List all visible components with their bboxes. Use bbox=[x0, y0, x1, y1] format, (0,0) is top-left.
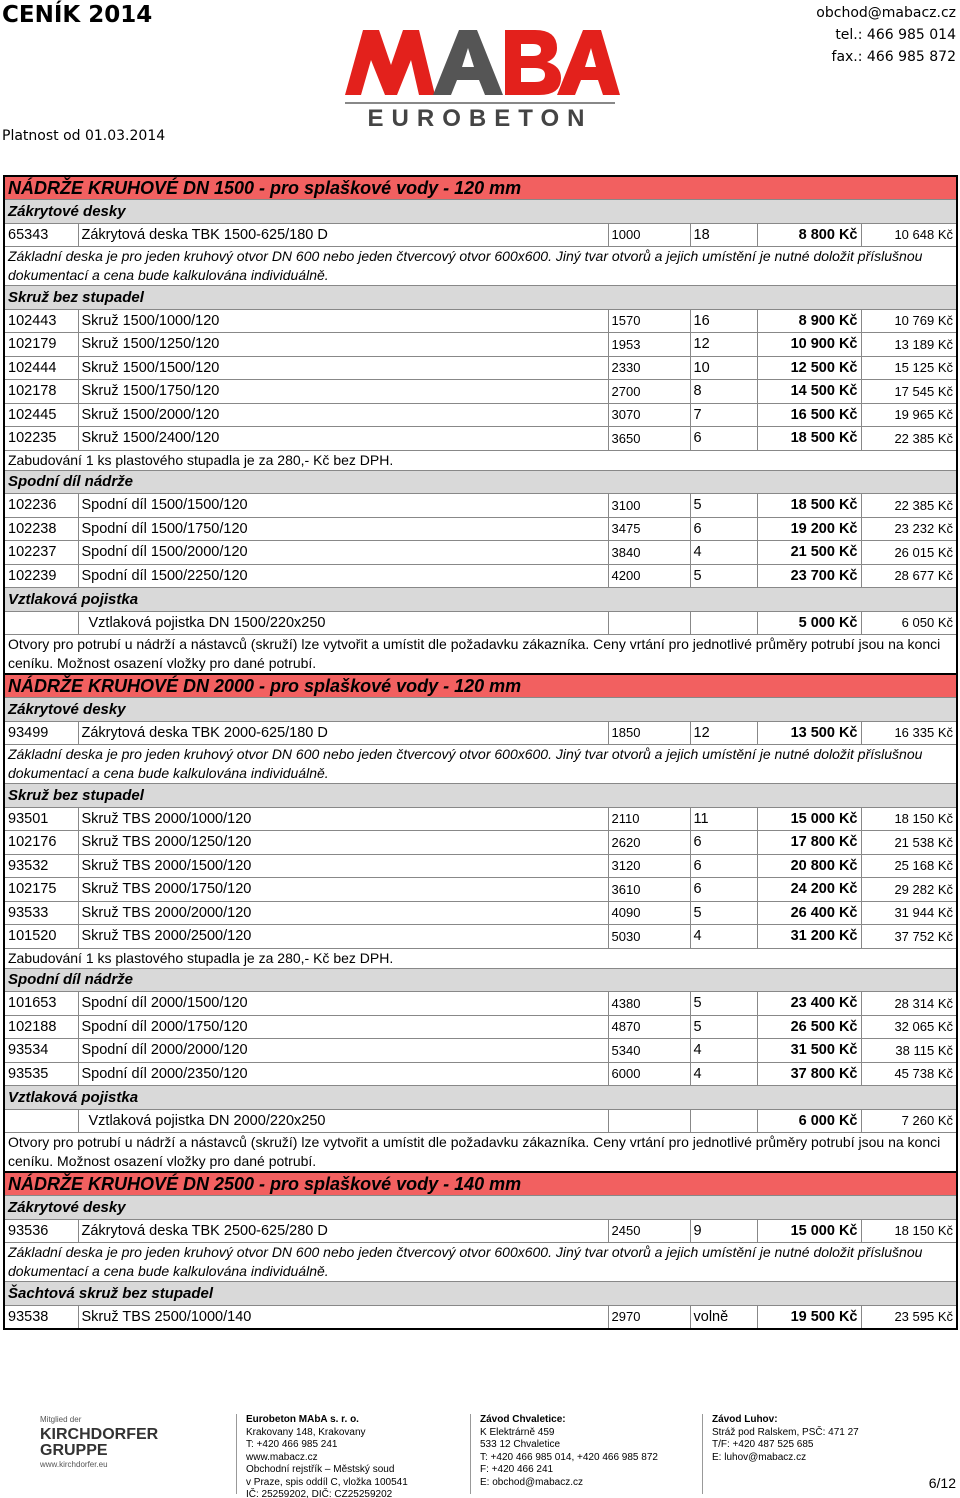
plant1-line: T: +420 466 985 014, +420 466 985 872 bbox=[480, 1451, 658, 1463]
product-qty: 5 bbox=[690, 1015, 757, 1039]
product-code: 93535 bbox=[4, 1062, 78, 1086]
table-row bbox=[4, 494, 957, 518]
group-header bbox=[4, 1282, 957, 1306]
product-code: 102175 bbox=[4, 878, 78, 902]
footer-divider bbox=[236, 1414, 237, 1494]
product-qty: 7 bbox=[690, 403, 757, 427]
product-mass: 3070 bbox=[608, 403, 690, 427]
member-label: Mitglied der bbox=[40, 1415, 82, 1424]
product-mass: 6000 bbox=[608, 1062, 690, 1086]
section-header bbox=[4, 176, 957, 200]
note-text: Otvory pro potrubí u nádrží a nástavců (skruží) lze vytvořit a umístit dle požadavku zákazníka. Ceny vrtání pro jednotlivé průměry potrubí jsou na konci ceníku. Možnost osazení vložky pro dané potrubí. bbox=[4, 1133, 957, 1173]
product-name: Skruž TBS 2000/1250/120 bbox=[78, 831, 608, 855]
group-title: Zákrytové desky bbox=[4, 200, 957, 224]
group-header bbox=[4, 968, 957, 992]
product-qty: 5 bbox=[690, 992, 757, 1016]
price-gross: 29 282 Kč bbox=[861, 878, 957, 902]
company-line: IČ: 25259202, DIČ: CZ25259202 bbox=[246, 1489, 393, 1498]
price-net: 21 500 Kč bbox=[757, 541, 861, 565]
price-net: 12 500 Kč bbox=[757, 356, 861, 380]
product-qty: 11 bbox=[690, 807, 757, 831]
product-name: Zákrytová deska TBK 2000-625/180 D bbox=[78, 721, 608, 745]
product-qty: 18 bbox=[690, 223, 757, 247]
group-header bbox=[4, 784, 957, 808]
note-text: Základní deska je pro jeden kruhový otvor DN 600 nebo jeden čtvercový otvor 600x600. Jiný tvar otvorů a jejich umístění je nutné doložit příslušnou dokumentací a cena bude kalkulována individuálně. bbox=[4, 1243, 957, 1282]
product-name: Skruž TBS 2000/1000/120 bbox=[78, 807, 608, 831]
product-name: Spodní díl 1500/1750/120 bbox=[78, 517, 608, 541]
group-note bbox=[4, 1133, 957, 1173]
table-row bbox=[4, 854, 957, 878]
table-row bbox=[4, 831, 957, 855]
price-gross: 7 260 Kč bbox=[861, 1109, 957, 1133]
note-text: Zabudování 1 ks plastového stupadla je za 280,- Kč bez DPH. bbox=[4, 948, 957, 968]
price-gross: 13 189 Kč bbox=[861, 333, 957, 357]
product-qty: 5 bbox=[690, 494, 757, 518]
price-gross: 10 769 Kč bbox=[861, 309, 957, 333]
product-mass: 4090 bbox=[608, 901, 690, 925]
price-net: 20 800 Kč bbox=[757, 854, 861, 878]
group-title: Vztlaková pojistka bbox=[4, 588, 957, 612]
company-line: v Praze, spis oddíl C, vložka 100541 bbox=[246, 1476, 408, 1488]
product-code: 93499 bbox=[4, 721, 78, 745]
product-name: Spodní díl 2000/2350/120 bbox=[78, 1062, 608, 1086]
company-line: Obchodní rejstřík – Městský soud bbox=[246, 1464, 395, 1475]
price-net: 8 900 Kč bbox=[757, 309, 861, 333]
product-mass: 2450 bbox=[608, 1219, 690, 1243]
group-note bbox=[4, 247, 957, 286]
product-code: 93532 bbox=[4, 854, 78, 878]
document-title: CENÍK 2014 bbox=[2, 2, 153, 28]
price-net: 18 500 Kč bbox=[757, 427, 861, 451]
page-footer bbox=[0, 1410, 960, 1498]
price-net: 15 000 Kč bbox=[757, 1219, 861, 1243]
price-net: 19 200 Kč bbox=[757, 517, 861, 541]
group-note bbox=[4, 1243, 957, 1282]
table-row bbox=[4, 380, 957, 404]
member-web[interactable]: www.kirchdorfer.eu bbox=[40, 1459, 108, 1469]
product-mass: 1850 bbox=[608, 721, 690, 745]
product-code: 102444 bbox=[4, 356, 78, 380]
product-name: Vztlaková pojistka DN 2000/220x250 bbox=[78, 1109, 608, 1133]
product-mass: 2110 bbox=[608, 807, 690, 831]
table-row bbox=[4, 901, 957, 925]
price-net: 6 000 Kč bbox=[757, 1109, 861, 1133]
price-gross: 21 538 Kč bbox=[861, 831, 957, 855]
table-row bbox=[4, 925, 957, 949]
product-name: Spodní díl 2000/2000/120 bbox=[78, 1039, 608, 1063]
company-info bbox=[246, 1414, 408, 1498]
company-line: T: +420 466 985 241 bbox=[246, 1439, 338, 1450]
price-net: 10 900 Kč bbox=[757, 333, 861, 357]
price-net: 13 500 Kč bbox=[757, 721, 861, 745]
product-code: 101653 bbox=[4, 992, 78, 1016]
product-name: Zákrytová deska TBK 1500-625/180 D bbox=[78, 223, 608, 247]
group-header bbox=[4, 588, 957, 612]
product-code: 101520 bbox=[4, 925, 78, 949]
price-gross: 45 738 Kč bbox=[861, 1062, 957, 1086]
product-code: 102236 bbox=[4, 494, 78, 518]
product-mass: 3610 bbox=[608, 878, 690, 902]
table-row bbox=[4, 1305, 957, 1329]
price-gross: 23 232 Kč bbox=[861, 517, 957, 541]
product-qty: 10 bbox=[690, 356, 757, 380]
section-title: NÁDRŽE KRUHOVÉ DN 2500 - pro splaškové vody - 140 mm bbox=[4, 1172, 957, 1196]
product-name: Skruž 1500/2000/120 bbox=[78, 403, 608, 427]
table-row bbox=[4, 878, 957, 902]
product-code bbox=[4, 1109, 78, 1133]
product-name: Spodní díl 1500/2000/120 bbox=[78, 541, 608, 565]
table-row bbox=[4, 1219, 957, 1243]
price-gross: 38 115 Kč bbox=[861, 1039, 957, 1063]
section-header bbox=[4, 1172, 957, 1196]
product-name: Skruž 1500/1500/120 bbox=[78, 356, 608, 380]
product-qty: 5 bbox=[690, 564, 757, 588]
group-header bbox=[4, 200, 957, 224]
price-gross: 28 677 Kč bbox=[861, 564, 957, 588]
group-title: Vztlaková pojistka bbox=[4, 1086, 957, 1110]
member-brand-2: GRUPPE bbox=[40, 1441, 108, 1459]
plant1-line: F: +420 466 241 bbox=[480, 1464, 554, 1475]
price-gross: 19 965 Kč bbox=[861, 403, 957, 427]
price-gross: 17 545 Kč bbox=[861, 380, 957, 404]
price-net: 23 700 Kč bbox=[757, 564, 861, 588]
group-title: Spodní díl nádrže bbox=[4, 968, 957, 992]
member-brand-1: KIRCHDORFER bbox=[40, 1425, 159, 1443]
group-title: Spodní díl nádrže bbox=[4, 470, 957, 494]
product-mass: 1000 bbox=[608, 223, 690, 247]
plant1-line: E: obchod@mabacz.cz bbox=[480, 1476, 583, 1488]
product-code bbox=[4, 611, 78, 635]
company-line: Eurobeton MAbA s. r. o. bbox=[246, 1414, 359, 1425]
product-code: 102188 bbox=[4, 1015, 78, 1039]
table-row bbox=[4, 1039, 957, 1063]
product-code: 93501 bbox=[4, 807, 78, 831]
valid-from-date: Platnost od 01.03.2014 bbox=[2, 128, 166, 144]
plant-luhov-info bbox=[712, 1414, 859, 1464]
product-qty: 6 bbox=[690, 517, 757, 541]
note-text: Základní deska je pro jeden kruhový otvor DN 600 nebo jeden čtvercový otvor 600x600. Jiný tvar otvorů a jejich umístění je nutné doložit příslušnou dokumentací a cena bude kalkulována individuálně. bbox=[4, 745, 957, 784]
product-qty: 6 bbox=[690, 427, 757, 451]
plant2-line: T/F: +420 487 525 685 bbox=[712, 1439, 814, 1450]
price-gross: 31 944 Kč bbox=[861, 901, 957, 925]
table-row bbox=[4, 1062, 957, 1086]
section-header bbox=[4, 674, 957, 698]
product-code: 102235 bbox=[4, 427, 78, 451]
product-qty: 5 bbox=[690, 901, 757, 925]
contact-block bbox=[816, 2, 956, 68]
price-gross: 6 050 Kč bbox=[861, 611, 957, 635]
group-note bbox=[4, 450, 957, 470]
contact-fax: fax.: 466 985 872 bbox=[831, 49, 956, 65]
product-name: Skruž TBS 2000/1750/120 bbox=[78, 878, 608, 902]
price-gross: 18 150 Kč bbox=[861, 1219, 957, 1243]
product-qty: 9 bbox=[690, 1219, 757, 1243]
product-name: Skruž TBS 2000/2500/120 bbox=[78, 925, 608, 949]
product-mass: 4870 bbox=[608, 1015, 690, 1039]
product-mass: 2330 bbox=[608, 356, 690, 380]
company-line: Krakovany 148, Krakovany bbox=[246, 1426, 366, 1438]
product-name: Zákrytová deska TBK 2500-625/280 D bbox=[78, 1219, 608, 1243]
product-name: Spodní díl 1500/2250/120 bbox=[78, 564, 608, 588]
table-row bbox=[4, 1109, 957, 1133]
price-gross: 23 595 Kč bbox=[861, 1305, 957, 1329]
product-code: 93534 bbox=[4, 1039, 78, 1063]
price-net: 14 500 Kč bbox=[757, 380, 861, 404]
group-membership bbox=[40, 1414, 190, 1471]
price-gross: 28 314 Kč bbox=[861, 992, 957, 1016]
product-code: 102179 bbox=[4, 333, 78, 357]
product-mass: 1570 bbox=[608, 309, 690, 333]
group-note bbox=[4, 745, 957, 784]
price-gross: 25 168 Kč bbox=[861, 854, 957, 878]
product-name: Skruž 1500/1000/120 bbox=[78, 309, 608, 333]
table-row bbox=[4, 309, 957, 333]
section-title: NÁDRŽE KRUHOVÉ DN 1500 - pro splaškové vody - 120 mm bbox=[4, 176, 957, 200]
product-code: 102443 bbox=[4, 309, 78, 333]
price-gross: 26 015 Kč bbox=[861, 541, 957, 565]
product-mass: 3100 bbox=[608, 494, 690, 518]
product-name: Skruž 1500/1250/120 bbox=[78, 333, 608, 357]
table-row bbox=[4, 721, 957, 745]
group-title: Šachtová skruž bez stupadel bbox=[4, 1282, 957, 1306]
product-mass bbox=[608, 1109, 690, 1133]
product-mass: 5340 bbox=[608, 1039, 690, 1063]
product-qty bbox=[690, 611, 757, 635]
plant1-line: Závod Chvaletice: bbox=[480, 1414, 566, 1425]
table-row bbox=[4, 611, 957, 635]
table-row bbox=[4, 427, 957, 451]
product-mass: 4380 bbox=[608, 992, 690, 1016]
table-row bbox=[4, 564, 957, 588]
plant2-line: Závod Luhov: bbox=[712, 1414, 778, 1425]
table-row bbox=[4, 807, 957, 831]
product-qty: 6 bbox=[690, 854, 757, 878]
group-header bbox=[4, 470, 957, 494]
product-mass: 3840 bbox=[608, 541, 690, 565]
table-row bbox=[4, 517, 957, 541]
product-name: Spodní díl 2000/1750/120 bbox=[78, 1015, 608, 1039]
plant2-line: Stráž pod Ralskem, PSČ: 471 27 bbox=[712, 1426, 859, 1438]
product-qty: 12 bbox=[690, 333, 757, 357]
product-qty: 16 bbox=[690, 309, 757, 333]
page-header bbox=[0, 0, 960, 170]
product-code: 102239 bbox=[4, 564, 78, 588]
product-name: Spodní díl 1500/1500/120 bbox=[78, 494, 608, 518]
product-qty bbox=[690, 1109, 757, 1133]
page-number: 6/12 bbox=[928, 1475, 956, 1491]
product-code: 102238 bbox=[4, 517, 78, 541]
product-name: Skruž TBS 2500/1000/140 bbox=[78, 1305, 608, 1329]
plant1-line: 533 12 Chvaletice bbox=[480, 1439, 561, 1450]
product-code: 65343 bbox=[4, 223, 78, 247]
product-code: 102237 bbox=[4, 541, 78, 565]
price-net: 19 500 Kč bbox=[757, 1305, 861, 1329]
product-code: 102176 bbox=[4, 831, 78, 855]
price-net: 15 000 Kč bbox=[757, 807, 861, 831]
group-note bbox=[4, 635, 957, 675]
product-name: Skruž TBS 2000/2000/120 bbox=[78, 901, 608, 925]
price-table-body bbox=[4, 176, 957, 1329]
table-row bbox=[4, 541, 957, 565]
table-row bbox=[4, 223, 957, 247]
product-code: 102178 bbox=[4, 380, 78, 404]
group-header bbox=[4, 286, 957, 310]
product-mass: 3650 bbox=[608, 427, 690, 451]
product-mass: 5030 bbox=[608, 925, 690, 949]
price-gross: 10 648 Kč bbox=[861, 223, 957, 247]
contact-tel: tel.: 466 985 014 bbox=[835, 27, 956, 43]
footer-divider bbox=[470, 1414, 471, 1494]
product-mass: 2970 bbox=[608, 1305, 690, 1329]
price-net: 16 500 Kč bbox=[757, 403, 861, 427]
product-mass: 1953 bbox=[608, 333, 690, 357]
product-qty: 6 bbox=[690, 831, 757, 855]
product-name: Vztlaková pojistka DN 1500/220x250 bbox=[78, 611, 608, 635]
plant-chvaletice-info bbox=[480, 1414, 658, 1489]
price-net: 26 400 Kč bbox=[757, 901, 861, 925]
product-qty: 4 bbox=[690, 925, 757, 949]
price-gross: 18 150 Kč bbox=[861, 807, 957, 831]
price-gross: 15 125 Kč bbox=[861, 356, 957, 380]
note-text: Základní deska je pro jeden kruhový otvor DN 600 nebo jeden čtvercový otvor 600x600. Jiný tvar otvorů a jejich umístění je nutné doložit příslušnou dokumentací a cena bude kalkulována individuálně. bbox=[4, 247, 957, 286]
product-code: 93536 bbox=[4, 1219, 78, 1243]
product-code: 102445 bbox=[4, 403, 78, 427]
product-name: Spodní díl 2000/1500/120 bbox=[78, 992, 608, 1016]
price-net: 8 800 Kč bbox=[757, 223, 861, 247]
note-text: Zabudování 1 ks plastového stupadla je za 280,- Kč bez DPH. bbox=[4, 450, 957, 470]
price-gross: 22 385 Kč bbox=[861, 427, 957, 451]
price-gross: 32 065 Kč bbox=[861, 1015, 957, 1039]
product-code: 93533 bbox=[4, 901, 78, 925]
price-net: 17 800 Kč bbox=[757, 831, 861, 855]
group-title: Zákrytové desky bbox=[4, 1196, 957, 1220]
group-title: Zákrytové desky bbox=[4, 698, 957, 722]
group-header bbox=[4, 1196, 957, 1220]
plant1-line: K Elektrárně 459 bbox=[480, 1426, 555, 1438]
product-mass: 2700 bbox=[608, 380, 690, 404]
product-mass: 2620 bbox=[608, 831, 690, 855]
product-name: Skruž TBS 2000/1500/120 bbox=[78, 854, 608, 878]
product-mass: 3475 bbox=[608, 517, 690, 541]
price-net: 5 000 Kč bbox=[757, 611, 861, 635]
group-note bbox=[4, 948, 957, 968]
product-qty: 4 bbox=[690, 1062, 757, 1086]
table-row bbox=[4, 992, 957, 1016]
product-name: Skruž 1500/1750/120 bbox=[78, 380, 608, 404]
price-net: 37 800 Kč bbox=[757, 1062, 861, 1086]
table-row bbox=[4, 356, 957, 380]
price-net: 18 500 Kč bbox=[757, 494, 861, 518]
table-row bbox=[4, 403, 957, 427]
product-mass: 4200 bbox=[608, 564, 690, 588]
price-gross: 37 752 Kč bbox=[861, 925, 957, 949]
price-table bbox=[3, 175, 958, 1330]
price-net: 26 500 Kč bbox=[757, 1015, 861, 1039]
table-row bbox=[4, 333, 957, 357]
price-net: 31 200 Kč bbox=[757, 925, 861, 949]
group-title: Skruž bez stupadel bbox=[4, 784, 957, 808]
product-name: Skruž 1500/2400/120 bbox=[78, 427, 608, 451]
group-header bbox=[4, 698, 957, 722]
price-gross: 16 335 Kč bbox=[861, 721, 957, 745]
footer-divider bbox=[702, 1414, 703, 1494]
product-qty: 4 bbox=[690, 1039, 757, 1063]
company-line: www.mabacz.cz bbox=[246, 1451, 318, 1463]
plant2-line: E: luhov@mabacz.cz bbox=[712, 1451, 807, 1463]
price-net: 23 400 Kč bbox=[757, 992, 861, 1016]
product-qty: 8 bbox=[690, 380, 757, 404]
group-title: Skruž bez stupadel bbox=[4, 286, 957, 310]
price-net: 31 500 Kč bbox=[757, 1039, 861, 1063]
section-title: NÁDRŽE KRUHOVÉ DN 2000 - pro splaškové vody - 120 mm bbox=[4, 674, 957, 698]
group-header bbox=[4, 1086, 957, 1110]
product-qty: volně bbox=[690, 1305, 757, 1329]
price-net: 24 200 Kč bbox=[757, 878, 861, 902]
product-mass: 3120 bbox=[608, 854, 690, 878]
table-row bbox=[4, 1015, 957, 1039]
contact-email[interactable]: obchod@mabacz.cz bbox=[816, 5, 956, 21]
note-text: Otvory pro potrubí u nádrží a nástavců (skruží) lze vytvořit a umístit dle požadavku zákazníka. Ceny vrtání pro jednotlivé průměry potrubí jsou na konci ceníku. Možnost osazení vložky pro dané potrubí. bbox=[4, 635, 957, 675]
product-qty: 4 bbox=[690, 541, 757, 565]
product-qty: 12 bbox=[690, 721, 757, 745]
product-mass bbox=[608, 611, 690, 635]
product-code: 93538 bbox=[4, 1305, 78, 1329]
product-qty: 6 bbox=[690, 878, 757, 902]
logo-wordmark: EUROBETON bbox=[367, 105, 593, 132]
price-gross: 22 385 Kč bbox=[861, 494, 957, 518]
